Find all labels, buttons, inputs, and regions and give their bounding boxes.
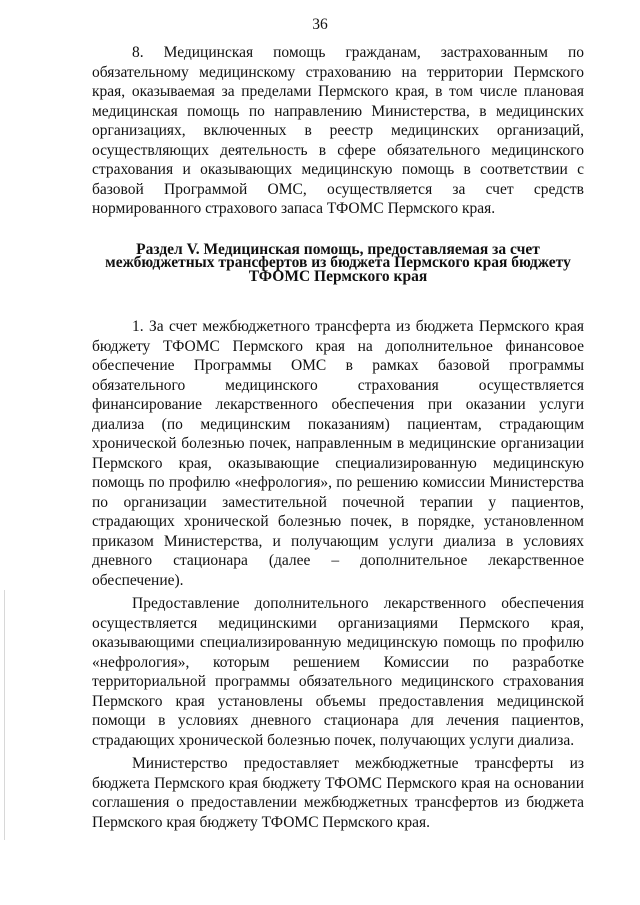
document-body bbox=[92, 43, 584, 832]
paragraph-additional-drug-supply: Предоставление дополнительного лекарственного обеспечения осуществляется медицинскими организациями Пермского края, оказывающими специализированную медицинскую помощь по профилю «нефрология», которым решением Комиссии по разработке территориальной программы обязательного медицинского страхования Пермского края установлены объемы предоставления медицинской помощи в условиях дневного стационара для лечения пациентов, страдающих хронической болезнью почек, получающих услуги диализа. bbox=[92, 595, 584, 749]
section-v-heading: Раздел V. Медицинская помощь, предоставляемая за счет межбюджетных трансфертов из бюджета Пермского края бюджету ТФОМС Пермского края bbox=[105, 240, 571, 285]
page-number: 36 bbox=[312, 16, 328, 33]
paragraph-8-oms-insurance-reserve: 8. Медицинская помощь гражданам, застрахованным по обязательному медицинскому страхованию на территории Пермского края, оказываемая за пределами Пермского края, в том числе плановая медицинская помощь по направлению Министерства, в медицинских организациях, включенных в реестр медицинских организаций, осуществляющих деятельность в сфере обязательного медицинского страхования и оказывающих медицинскую помощь в соответствии с базовой Программой ОМС, осуществляется за счет средств нормированного страхового запаса ТФОМС Пермского края. bbox=[92, 44, 584, 217]
scan-edge-line bbox=[4, 590, 5, 840]
paragraph-1-interbudget-transfer: 1. За счет межбюджетного трансферта из бюджета Пермского края бюджету ТФОМС Пермского края на дополнительное финансовое обеспечение Программы ОМС в рамках базовой программы обязательного медицинского страхования осуществляется финансирование лекарственного обеспечения при оказании услуги диализа (по медицинским показаниям) пациентам, страдающим хронической болезнью почек, направленным в медицинские организации Пермского края, оказывающие специализированную медицинскую помощь по профилю «нефрология», по решению комиссии Министерства по организации заместительной почечной терапии у пациентов, страдающих хронической болезнью почек, в порядке, установленном приказом Министерства, и получающим услуги диализа в условиях дневного стационара (далее – дополнительное лекарственное обеспечение). bbox=[92, 318, 584, 589]
paragraph-ministry-transfers: Министерство предоставляет межбюджетные трансферты из бюджета Пермского края бюджету ТФОМС Пермского края на основании соглашения о предоставлении межбюджетных трансфертов из бюджета Пермского края бюджету ТФОМС Пермского края. bbox=[92, 755, 584, 831]
